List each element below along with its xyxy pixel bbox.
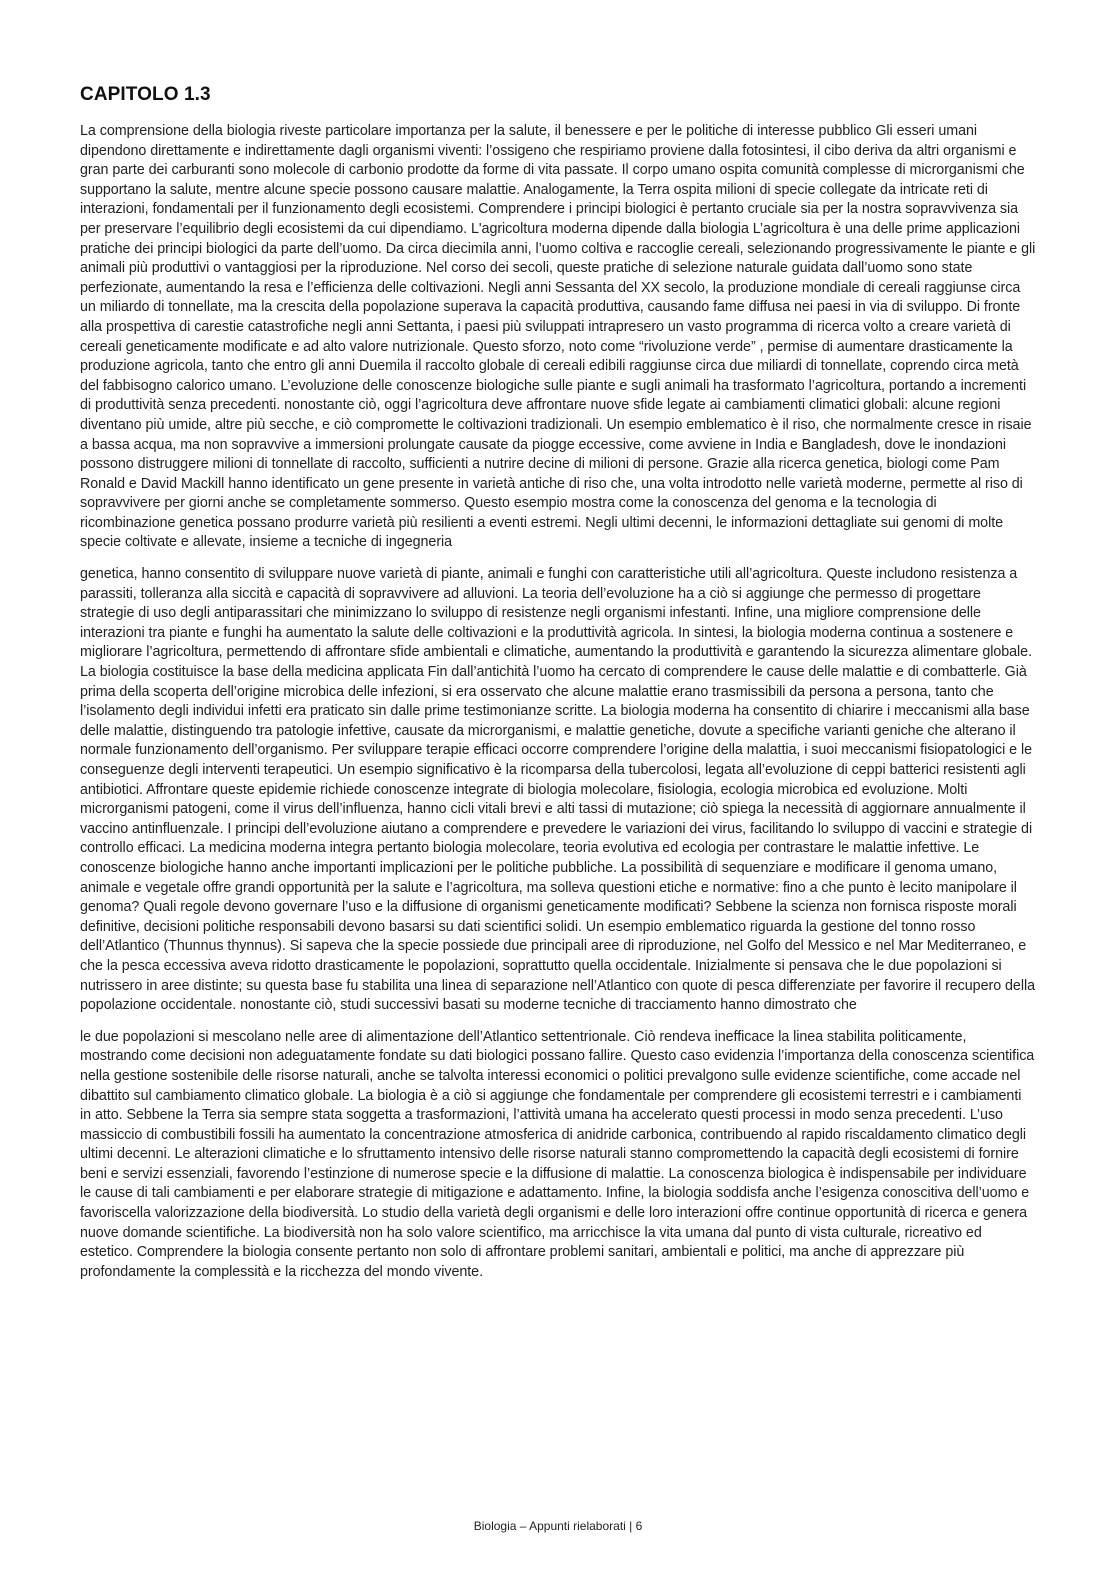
chapter-title: CAPITOLO 1.3 — [80, 84, 211, 105]
paragraph-2: genetica, hanno consentito di sviluppare nuove varietà di piante, animali e funghi con caratteristiche utili all’agricoltura. Queste includono resistenza a parassiti, tolleranza alla siccità e capacità di sopravvivere ad alluvioni. La teoria dell’evoluzione ha a ciò si aggiunge che permesso di progettare strategie di uso degli antiparassitari che minimizzano lo sviluppo di resistenze negli organismi infestanti. Infine, una migliore comprensione delle interazioni tra piante e funghi ha aumentato la salute delle coltivazioni e la produttività agricola. In sintesi, la biologia moderna continua a sostenere e migliorare l’agricoltura, permettendo di affrontare sfide ambientali e climatiche, aumentando la produttività e garantendo la sicurezza alimentare globale. La biologia costituisce la base della medicina applicata Fin dall’antichità l’uomo ha cercato di comprendere le cause delle malattie e di combatterle. Già prima della scoperta dell’origine microbica delle infezioni, si era osservato che alcune malattie erano trasmissibili da persona a persona, tanto che l’isolamento degli individui infetti era praticato sin dalle prime testimonianze scritte. La biologia moderna ha consentito di chiarire i meccanismi alla base delle malattie, distinguendo tra patologie infettive, causate da microrganismi, e malattie genetiche, dovute a specifiche varianti geniche che alterano il normale funzionamento dell’organismo. Per sviluppare terapie efficaci occorre comprendere l’origine della malattia, i suoi meccanismi fisiopatologici e le conseguenze degli interventi terapeutici. Un esempio significativo è la ricomparsa della tubercolosi, legata all’evoluzione di ceppi batterici resistenti agli antibiotici. Affrontare queste epidemie richiede conoscenze integrate di biologia molecolare, fisiologia, ecologia microbica ed evoluzione. Molti microrganismi patogeni, come il virus dell’influenza, hanno cicli vitali brevi e alti tassi di mutazione; ciò spiega la necessità di aggiornare annualmente il vaccino antinfluenzale. I principi dell’evoluzione aiutano a comprendere e prevedere le variazioni dei virus, facilitando lo sviluppo di vaccini e strategie di controllo efficaci. La medicina moderna integra pertanto biologia molecolare, teoria evolutiva ed ecologia per contrastare le malattie infettive. Le conoscenze biologiche hanno anche importanti implicazioni per le politiche pubbliche. La possibilità di sequenziare e modificare il genoma umano, animale e vegetale offre grandi opportunità per la salute e l’agricoltura, ma solleva questioni etiche e normative: fino a che punto è lecito manipolare il genoma? Quali regole devono governare l’uso e la diffusione di organismi geneticamente modificati? Sebbene la scienza non fornisca risposte morali definitive, decisioni politiche responsabili devono basarsi su dati scientifici solidi. Un esempio emblematico riguarda la gestione del tonno rosso dell’Atlantico (Thunnus thynnus). Si sapeva che la specie possiede due principali aree di riproduzione, nel Golfo del Messico e nel Mar Mediterraneo, e che la pesca eccessiva aveva ridotto drasticamente le popolazioni, soprattutto quella occidentale. Inizialmente si pensava che le due popolazioni si nutrissero in aree distinte; su questa base fu stabilita una linea di separazione nell’Atlantico con quote di pesca differenziate per favorire il recupero della popolazione occidentale. nonostante ciò, studi successivi basati su moderne tecniche di tracciamento hanno dimostrato che — [80, 566, 1035, 1014]
document-body — [80, 84, 1036, 1282]
paragraph-1: La comprensione della biologia riveste particolare importanza per la salute, il benessere e per le politiche di interesse pubblico Gli esseri umani dipendono direttamente e indirettamente dagli organismi viventi: l’ossigeno che respiriamo proviene dalla fotosintesi, il cibo deriva da altri organismi e gran parte dei carburanti sono molecole di carbonio prodotte da forme di vita passate. Il corpo umano ospita comunità complesse di microrganismi che supportano la salute, mentre alcune specie possono causare malattie. Analogamente, la Terra ospita milioni di specie collegate da intricate reti di interazioni, fondamentali per il funzionamento degli ecosistemi. Comprendere i principi biologici è pertanto cruciale sia per la nostra sopravvivenza sia per preservare l’equilibrio degli ecosistemi da cui dipendiamo. L'agricoltura moderna dipende dalla biologia L’agricoltura è una delle prime applicazioni pratiche dei principi biologici da parte dell’uomo. Da circa diecimila anni, l’uomo coltiva e raccoglie cereali, selezionando progressivamente le piante e gli animali più produttivi o vantaggiosi per la riproduzione. Nel corso dei secoli, queste pratiche di selezione naturale guidata dall’uomo sono state perfezionate, aumentando la resa e l’efficienza delle coltivazioni. Negli anni Sessanta del XX secolo, la produzione mondiale di cereali raggiunse circa un miliardo di tonnellate, ma la crescita della popolazione superava la capacità produttiva, causando fame diffusa nei paesi in via di sviluppo. Di fronte alla prospettiva di carestie catastrofiche negli anni Settanta, i paesi più sviluppati intrapresero un vasto programma di ricerca volto a creare varietà di cereali geneticamente modificate e ad alto valore nutrizionale. Questo sforzo, noto come “rivoluzione verde” , permise di aumentare drasticamente la produzione agricola, tanto che entro gli anni Duemila il raccolto globale di cereali edibili raggiunse circa due miliardi di tonnellate, coprendo circa metà del fabbisogno calorico umano. L’evoluzione delle conoscenze biologiche sulle piante e sugli animali ha trasformato l’agricoltura, portando a incrementi di produttività senza precedenti. nonostante ciò, oggi l’agricoltura deve affrontare nuove sfide legate ai cambiamenti climatici globali: alcune regioni diventano più umide, altre più secche, e ciò compromette le coltivazioni tradizionali. Un esempio emblematico è il riso, che normalmente cresce in risaie a bassa acqua, ma non sopravvive a immersioni prolungate causate da piogge eccessive, come avviene in India e Bangladesh, dove le inondazioni possono distruggere milioni di tonnellate di raccolto, sufficienti a nutrire decine di milioni di persone. Grazie alla ricerca genetica, biologi come Pam Ronald e David Mackill hanno identificato un gene presente in varietà antiche di riso che, una volta introdotto nelle varietà moderne, permette al riso di sopravvivere per giorni anche se completamente sommerso. Questo esempio mostra come la conoscenza del genoma e la tecnologia di ricombinazione genetica possano produrre varietà più resilienti a eventi estremi. Negli ultimi decenni, le informazioni dettagliate sui genomi di molte specie coltivate e allevate, insieme a tecniche di ingegneria — [80, 123, 1036, 551]
page-footer: Biologia – Appunti rielaborati | 6 — [473, 1519, 643, 1533]
paragraph-3: le due popolazioni si mescolano nelle aree di alimentazione dell’Atlantico settentrionale. Ciò rendeva inefficace la linea stabilita politicamente, mostrando come decisioni non adeguatamente fondate su dati biologici possano fallire. Questo caso evidenzia l’importanza della conoscenza scientifica nella gestione sostenibile delle risorse naturali, anche se talvolta interessi economici o politici prevalgono sulle evidenze scientifiche, come accade nel dibattito sul cambiamento climatico globale. La biologia è a ciò si aggiunge che fondamentale per comprendere gli ecosistemi terrestri e i cambiamenti in atto. Sebbene la Terra sia sempre stata soggetta a trasformazioni, l’attività umana ha accelerato questi processi in modo senza precedenti. L’uso massiccio di combustibili fossili ha aumentato la concentrazione atmosferica di anidride carbonica, contribuendo al rapido riscaldamento climatico degli ultimi decenni. Le alterazioni climatiche e lo sfruttamento intensivo delle risorse naturali stanno compromettendo la capacità degli ecosistemi di fornire beni e servizi essenziali, favorendo l’estinzione di numerose specie e la diffusione di malattie. La conoscenza biologica è indispensabile per individuare le cause di tali cambiamenti e per elaborare strategie di mitigazione e adattamento. Infine, la biologia soddisfa anche l’esigenza conoscitiva dell’uomo e favoriscella valorizzazione della biodiversità. Lo studio della varietà degli organismi e delle loro interazioni offre continue opportunità di ricerca e genera nuove domande scientifiche. La biodiversità non ha solo valore scientifico, ma arricchisce la vita umana dal punto di vista culturale, ricreativo ed estetico. Comprendere la biologia consente pertanto non solo di affrontare problemi sanitari, ambientali e politici, ma anche di apprezzare più profondamente la complessità e la ricchezza del mondo vivente. — [80, 1028, 1035, 1280]
